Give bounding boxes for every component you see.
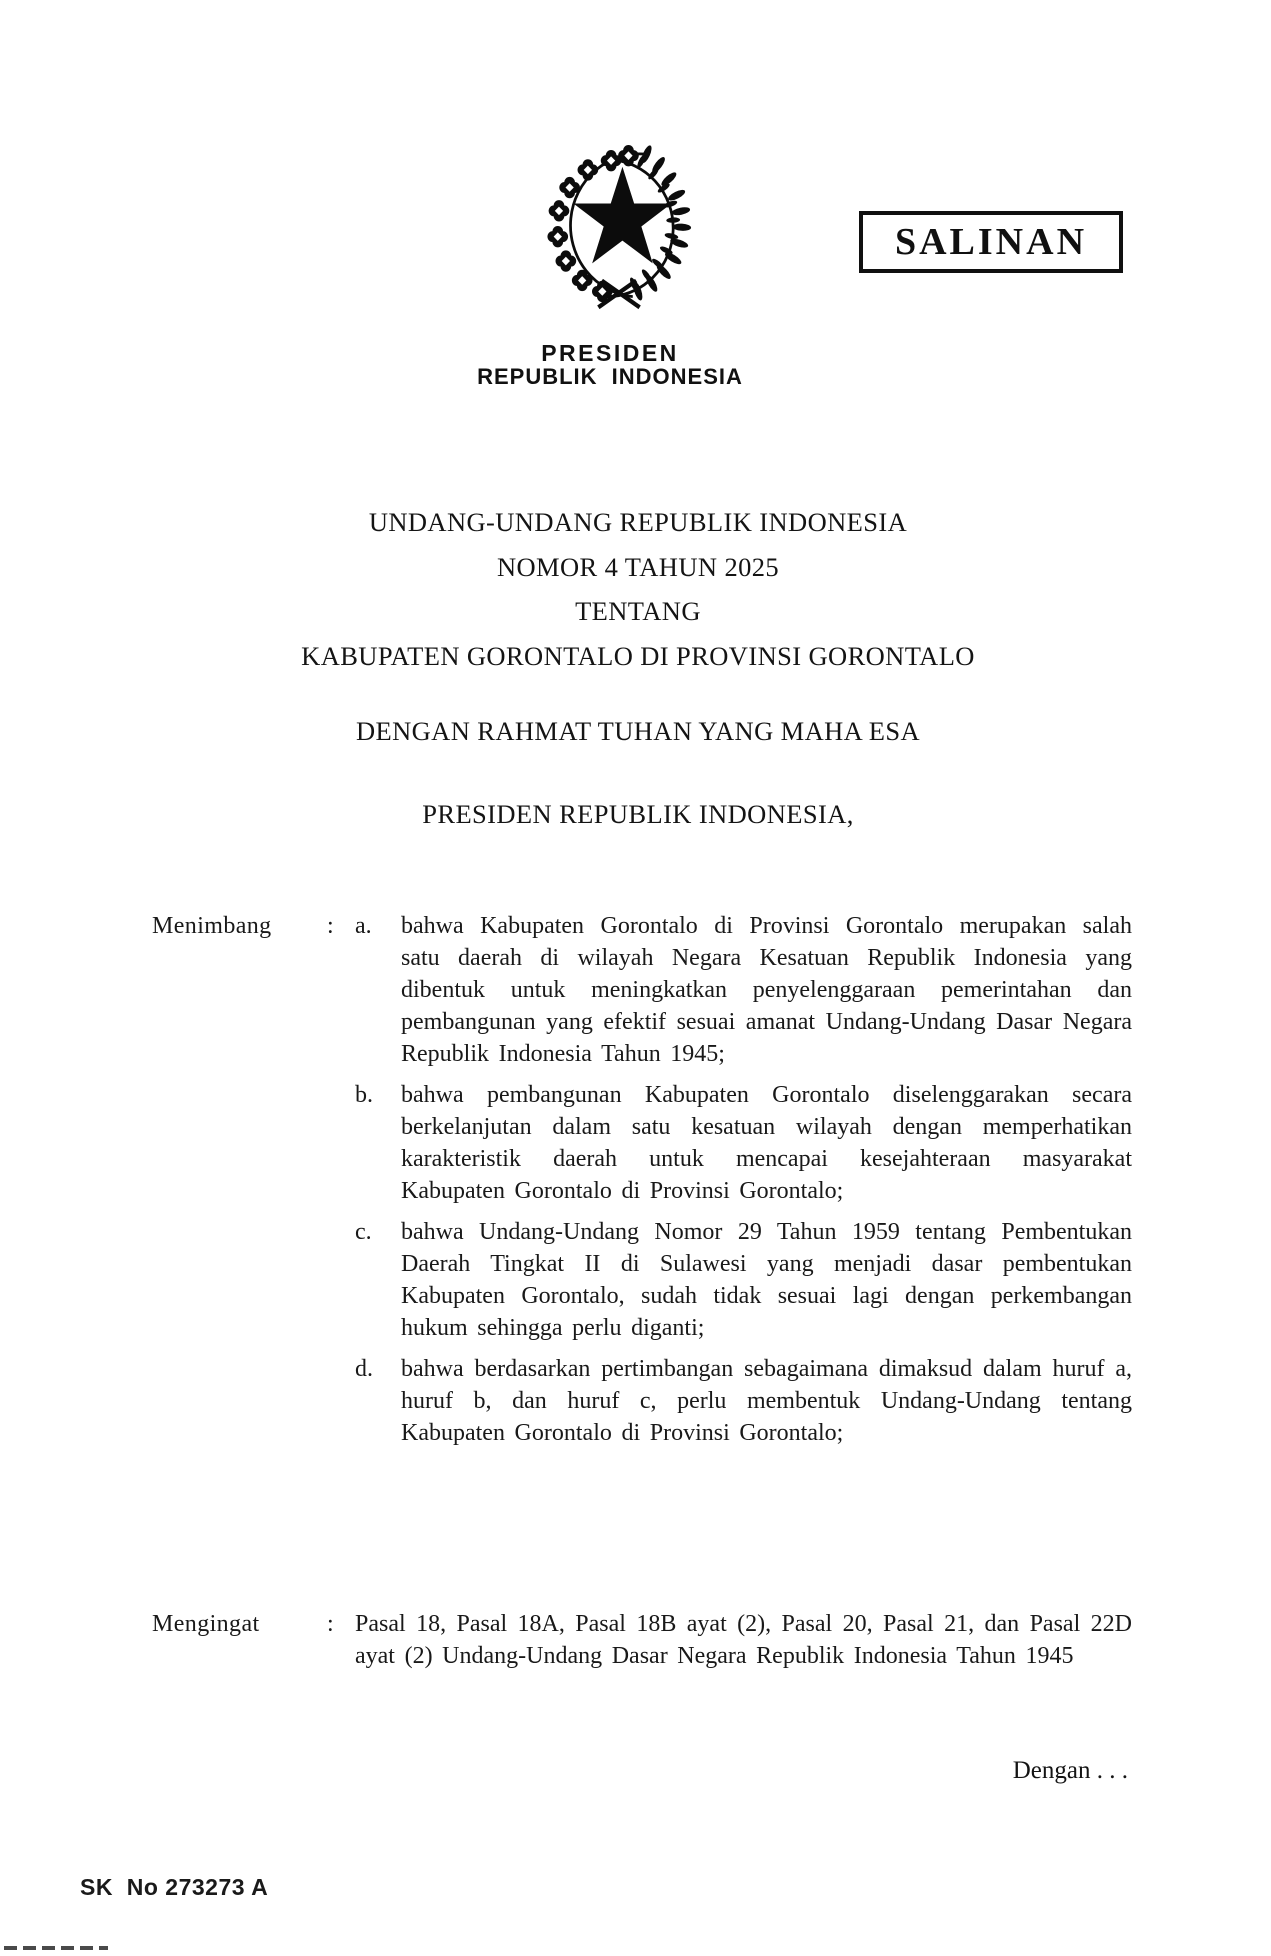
- scan-artifact-dashes: [4, 1946, 108, 1950]
- legal-basis-colon: :: [327, 1611, 334, 1637]
- item-text: bahwa Undang-Undang Nomor 29 Tahun 1959 tentang Pembentukan Daerah Tingkat II di Sulawesi yang menjadi dasar pembentukan Kabupaten Gorontalo, sudah tidak sesuai lagi dengan perkembangan hukum sehingga perlu diganti;: [401, 1219, 1132, 1341]
- consideration-item-b: [355, 1079, 1132, 1207]
- consideration-item-a: [355, 910, 1132, 1070]
- item-letter: c.: [355, 1219, 372, 1245]
- considerations-label: Menimbang: [152, 913, 272, 939]
- item-letter: a.: [355, 913, 372, 939]
- document-title-block: [147, 500, 1129, 678]
- legal-basis-section: [152, 1608, 1132, 1672]
- considerations-colon: :: [327, 913, 334, 939]
- considerations-body: [355, 910, 1132, 1449]
- title-line-nomor: NOMOR 4 TAHUN 2025: [496, 551, 780, 582]
- item-text: bahwa pembangunan Kabupaten Gorontalo diselenggarakan secara berkelanjutan dalam satu kesatuan wilayah dengan memperhatikan karakteristik daerah untuk mencapai kesejahteraan masyarakat Kabupaten Gorontalo di Provinsi Gorontalo;: [401, 1082, 1132, 1204]
- salinan-stamp: [859, 211, 1123, 273]
- item-letter: b.: [355, 1082, 373, 1108]
- legal-basis-label: Mengingat: [152, 1611, 260, 1637]
- authority-line: PRESIDEN REPUBLIK INDONESIA,: [422, 799, 854, 829]
- item-letter: d.: [355, 1356, 373, 1382]
- letterhead: [430, 341, 790, 389]
- consideration-item-d: [355, 1353, 1132, 1449]
- presidential-emblem: [533, 140, 705, 318]
- salinan-stamp-label: SALINAN: [894, 221, 1088, 263]
- title-line-undang-undang: UNDANG-UNDANG REPUBLIK INDONESIA: [368, 507, 908, 537]
- footer-code: SK No 273273 A: [80, 1874, 269, 1900]
- catchword: Dengan . . .: [1012, 1757, 1128, 1784]
- considerations-section: [152, 910, 1132, 1449]
- letterhead-republik-indonesia: REPUBLIK INDONESIA: [477, 364, 743, 389]
- star-wreath-icon: [533, 140, 705, 318]
- letterhead-presiden: PRESIDEN: [541, 340, 679, 366]
- title-line-subject: KABUPATEN GORONTALO DI PROVINSI GORONTALO: [301, 640, 975, 671]
- consideration-item-c: [355, 1216, 1132, 1344]
- invocation-line: DENGAN RAHMAT TUHAN YANG MAHA ESA: [355, 716, 921, 746]
- item-text: bahwa berdasarkan pertimbangan sebagaimana dimaksud dalam huruf a, huruf b, dan huruf c, perlu membentuk Undang-Undang tentang Kabupaten Gorontalo di Provinsi Gorontalo;: [401, 1356, 1132, 1446]
- legal-basis-text: Pasal 18, Pasal 18A, Pasal 18B ayat (2), Pasal 20, Pasal 21, dan Pasal 22D ayat (2) Undang-Undang Dasar Negara Republik Indonesia Tahun 1945: [355, 1611, 1132, 1669]
- title-line-tentang: TENTANG: [575, 596, 701, 626]
- item-text: bahwa Kabupaten Gorontalo di Provinsi Gorontalo merupakan salah satu daerah di wilayah Negara Kesatuan Republik Indonesia yang dibentuk untuk meningkatkan penyelenggaraan pemerintahan dan pembangunan yang efektif sesuai amanat Undang-Undang Dasar Negara Republik Indonesia Tahun 1945;: [401, 913, 1132, 1067]
